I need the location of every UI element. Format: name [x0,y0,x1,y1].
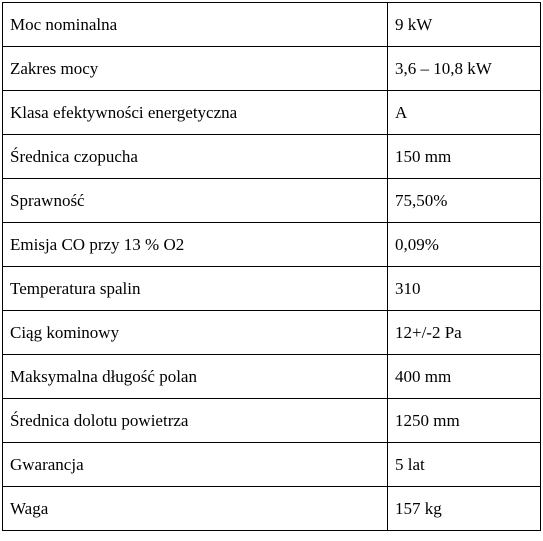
spec-value: 12+/-2 Pa [388,311,541,355]
spec-value: 310 [388,267,541,311]
table-row [3,267,541,311]
spec-value: 9 kW [388,3,541,47]
spec-label: Moc nominalna [3,3,388,47]
table-row [3,91,541,135]
spec-value: 1250 mm [388,399,541,443]
spec-value: 400 mm [388,355,541,399]
table-row [3,179,541,223]
spec-label: Średnica czopucha [3,135,388,179]
spec-label: Sprawność [3,179,388,223]
table-row [3,135,541,179]
spec-value: 5 lat [388,443,541,487]
spec-label: Klasa efektywności energetyczna [3,91,388,135]
spec-value: 0,09% [388,223,541,267]
spec-label: Maksymalna długość polan [3,355,388,399]
table-row [3,487,541,531]
table-row [3,223,541,267]
spec-value: 150 mm [388,135,541,179]
specification-table [2,2,541,531]
spec-label: Waga [3,487,388,531]
spec-label: Temperatura spalin [3,267,388,311]
spec-value: 3,6 – 10,8 kW [388,47,541,91]
table-row [3,399,541,443]
table-row [3,47,541,91]
table-row [3,3,541,47]
table-row [3,443,541,487]
specification-table-body [3,3,541,531]
spec-label: Gwarancja [3,443,388,487]
spec-label: Emisja CO przy 13 % O2 [3,223,388,267]
spec-value: 75,50% [388,179,541,223]
table-row [3,311,541,355]
spec-value: 157 kg [388,487,541,531]
spec-label: Średnica dolotu powietrza [3,399,388,443]
spec-label: Zakres mocy [3,47,388,91]
spec-value: A [388,91,541,135]
table-row [3,355,541,399]
spec-label: Ciąg kominowy [3,311,388,355]
